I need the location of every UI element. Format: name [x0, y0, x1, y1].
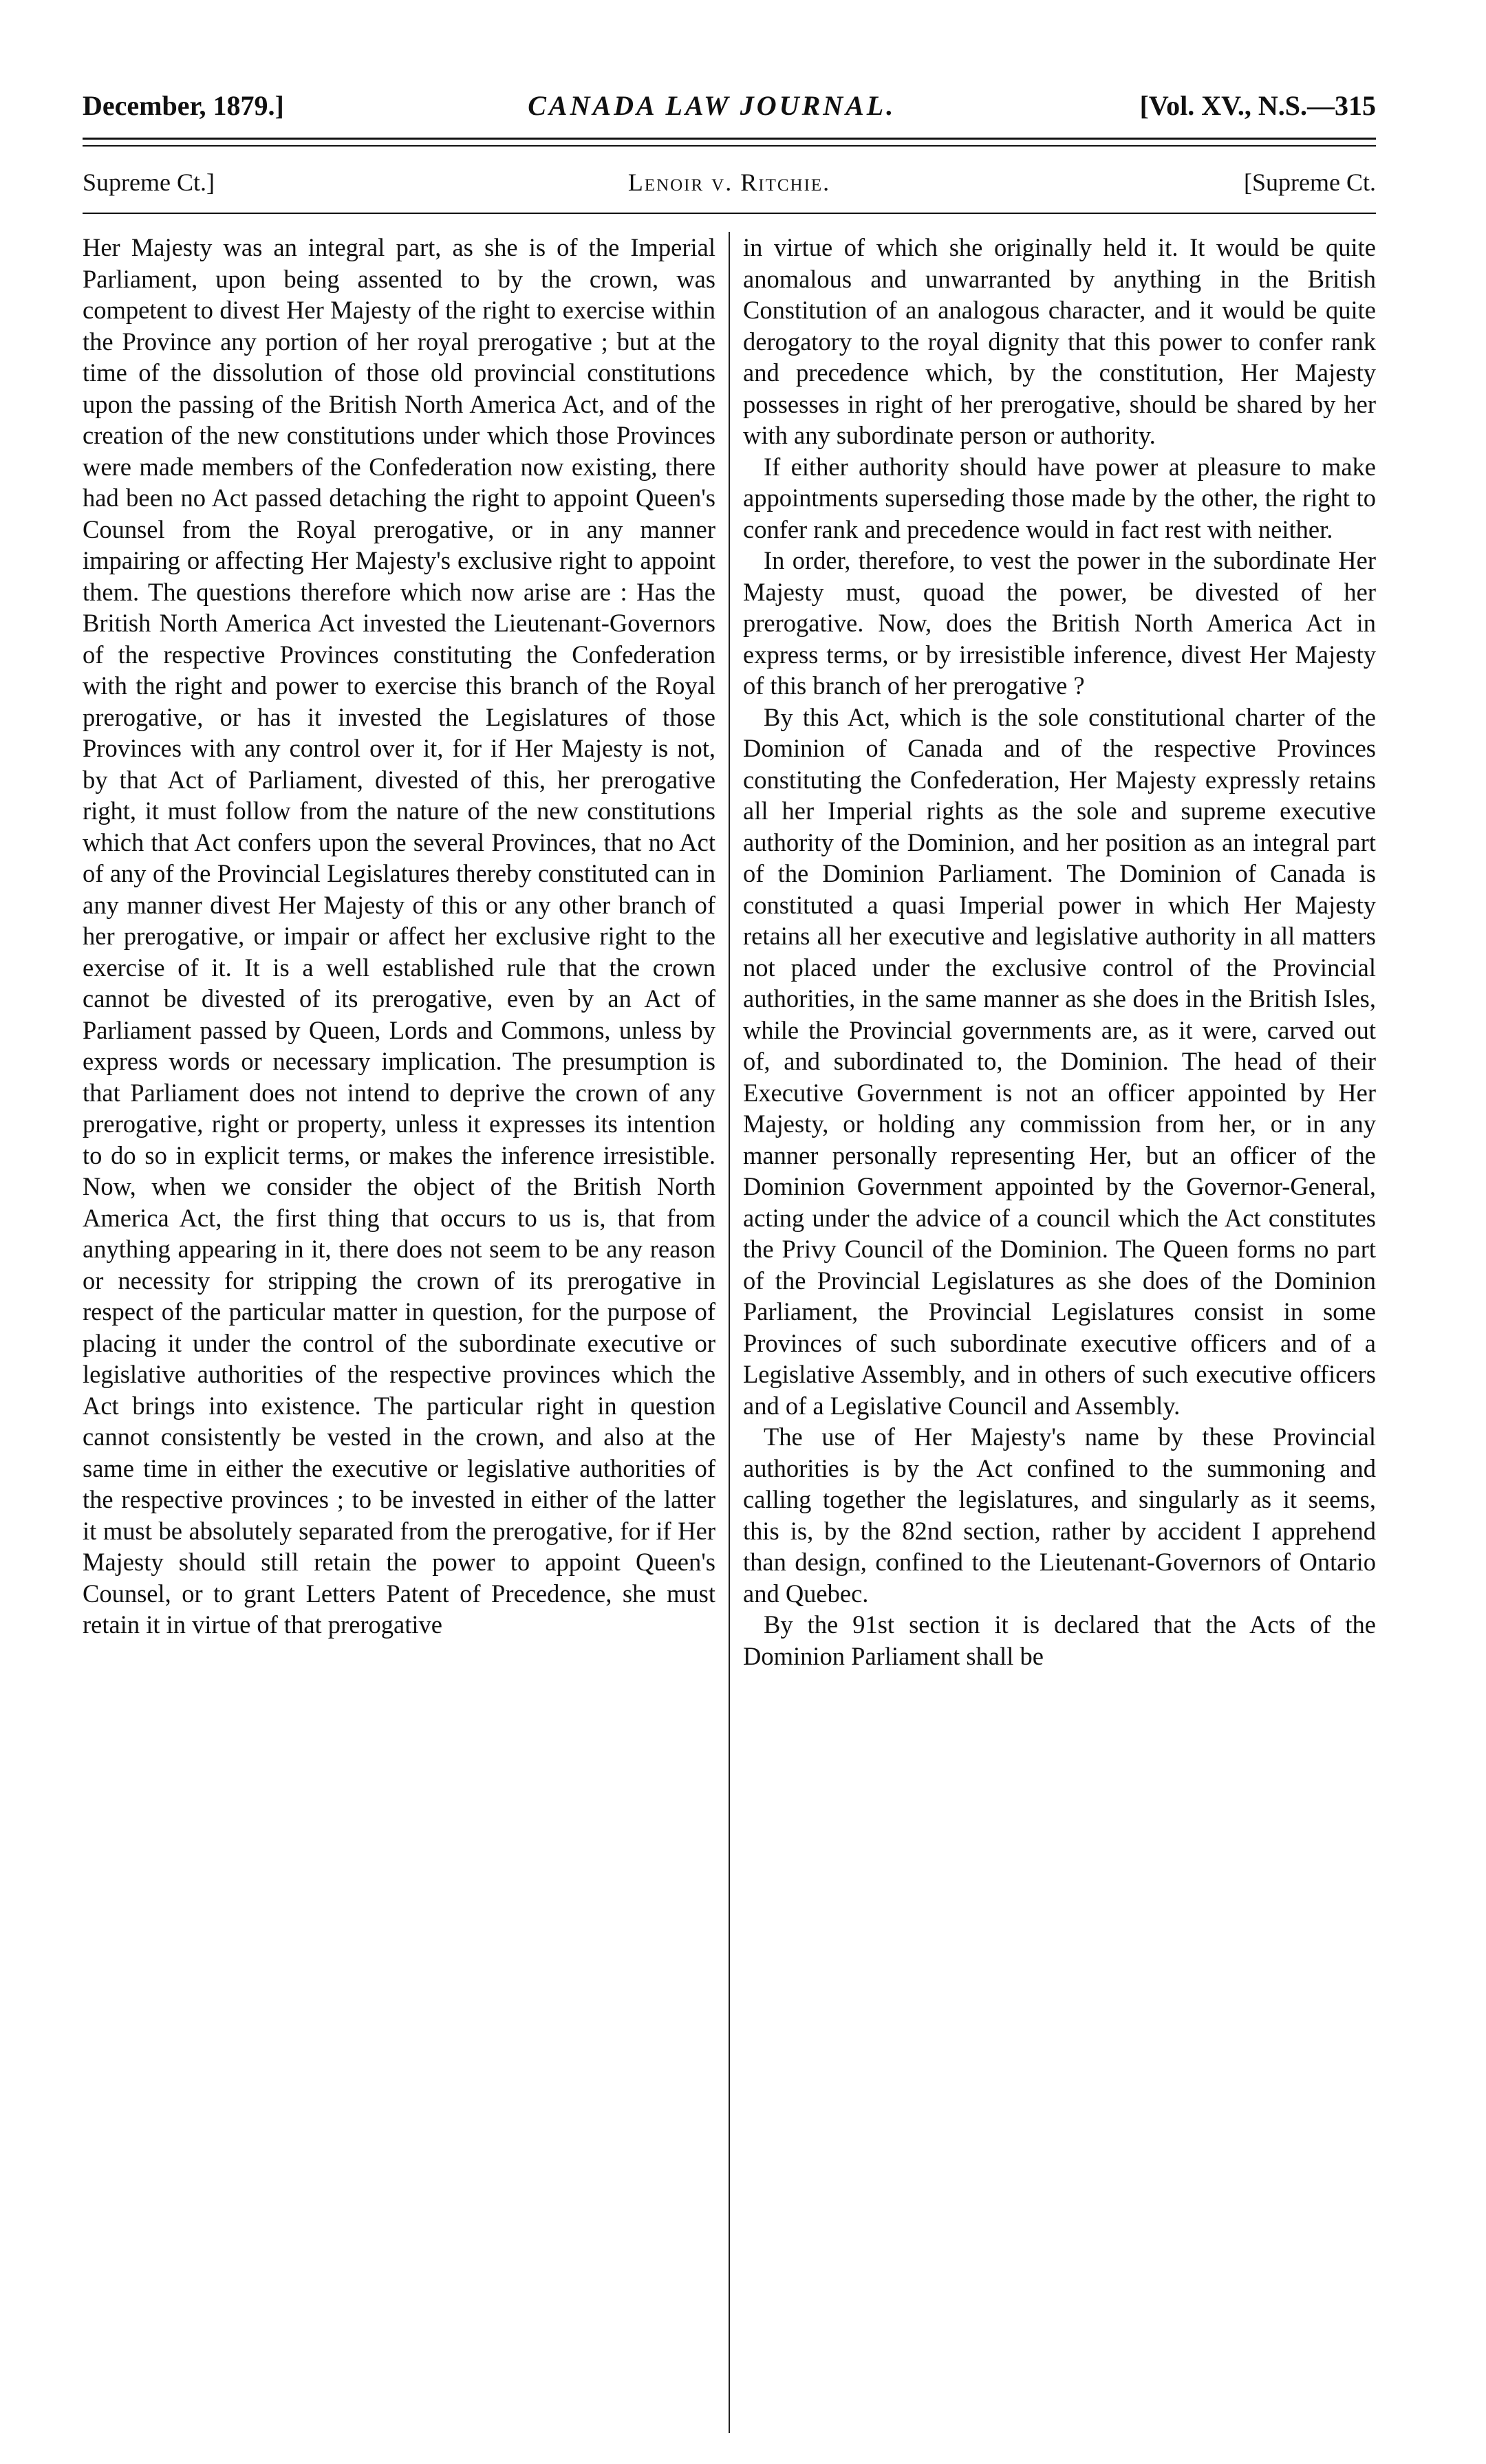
volume-page-number: [Vol. XV., N.S.—315	[1139, 90, 1376, 121]
case-header-rule	[83, 213, 1376, 214]
paragraph: Her Majesty was an integral part, as she is of the Imperial Parliament, upon being assented to by the crown, was competent to divest Her Majesty of the right to exercise within the Province any portion of her royal prerogative ; but at the time of the dissolution of those old provincial constitutions upon the passing of the British North America Act, and of the creation of the new constitutions under which those Provinces were made members of the Confederation now existing, there had been no Act passed detaching the right to appoint Queen's Counsel from the Royal prerogative, or in any manner impairing or affecting Her Majesty's exclusive right to appoint them. The questions therefore which now arise are : Has the British North America Act invested the Lieutenant-Governors of the respective Provinces constituting the Confederation with the right and power to exercise this branch of the Royal prerogative, or has it invested the Legislatures of those Provinces with any control over it, for if Her Majesty is not, by that Act of Parliament, divested of this, her prerogative right, it must follow from the nature of the new constitutions which that Act confers upon the several Provinces, that no Act of any of the Provincial Legislatures thereby constituted can in any manner divest Her Majesty of this or any other branch of her prerogative, or impair or affect her exclusive right to the exercise of it. It is a well established rule that the crown cannot be divested of its prerogative, even by an Act of Parliament passed by Queen, Lords and Commons, unless by express words or necessary implication. The presumption is that Parliament does not intend to deprive the crown of any prerogative, right or property, unless it expresses its intention to do so in explicit terms, or makes the inference irresistible. Now, when we consider the object of the British North America Act, the first thing that occurs to us is, that from anything appearing in it, there does not seem to be any reason or necessity for stripping the crown of its prerogative in respect of the particular matter in question, for the purpose of placing it under the control of the subordinate executive or legislative authorities of the respective provinces which the Act brings into existence. The particular right in question cannot consistently be vested in the crown, and also at the same time in either the executive or legislative authorities of the respective provinces ; to be invested in either of the latter it must be absolutely separated from the prerogative, for if Her Majesty should still retain the power to appoint Queen's Counsel, or to grant Letters Patent of Precedence, she must retain it in virtue of that prerogative	[83, 233, 715, 1639]
column-divider	[729, 232, 730, 2433]
issue-date: December, 1879.]	[83, 90, 284, 121]
journal-title: CANADA LAW JOURNAL.	[528, 90, 896, 121]
paragraph: By this Act, which is the sole constitutional charter of the Dominion of Canada and of the respective Provinces constituting the Confederation, Her Majesty expressly retains all her Imperial rights as the sole and supreme executive authority of the Dominion, and her position as an integral part of the Dominion Parliament. The Dominion of Canada is constituted a quasi Imperial power in which Her Majesty retains all her executive and legislative authority in all matters not placed under the exclusive control of the Provincial authorities, in the same manner as she does in the British Isles, while the Provincial governments are, as it were, carved out of, and subordinated to, the Dominion. The head of their Executive Government is not an officer appointed by Her Majesty, or holding any commission from her, or in any manner personally representing Her, but an officer of the Dominion Government appointed by the Governor-General, acting under the advice of a council which the Act constitutes the Privy Council of the Dominion. The Queen forms no part of the Provincial Legislatures as she does of the Dominion Parliament, the Provincial Legislatures consist in some Provinces of such subordinate executive officers and of a Legislative Assembly, and in others of such executive officers and of a Legislative Council and Assembly.	[743, 702, 1376, 1420]
header-double-rule	[83, 138, 1376, 147]
paragraph: The use of Her Majesty's name by these Provincial authorities is by the Act confined to the summoning and calling together the legislatures, and singularly as it seems, this is, by the 82nd section, rather by accident I apprehend than design, confined to the Lieutenant-Governors of Ontario and Quebec.	[743, 1423, 1376, 1608]
left-column	[83, 232, 715, 2433]
running-header	[83, 89, 1376, 122]
paragraph: in virtue of which she originally held it. It would be quite anomalous and unwarranted by anything in the British Constitution of an analogous character, and it would be quite derogatory to the royal dignity that this power to confer rank and precedence which, by the constitution, Her Majesty possesses in right of her prerogative, should be shared by her with any subordinate person or authority.	[743, 233, 1376, 449]
right-column	[743, 232, 1376, 2433]
court-right: [Supreme Ct.	[1244, 169, 1376, 196]
text-columns	[83, 232, 1376, 2433]
journal-page	[83, 89, 1376, 2433]
paragraph: By the 91st section it is declared that the Acts of the Dominion Parliament shall be	[743, 1610, 1376, 1670]
case-title: Lenoir v. Ritchie.	[627, 169, 831, 196]
court-left: Supreme Ct.]	[83, 169, 215, 196]
paragraph: In order, therefore, to vest the power in the subordinate Her Majesty must, quoad the power, be divested of her prerogative. Now, does the British North America Act in express terms, or by irresistible inference, divest Her Majesty of this branch of her prerogative ?	[743, 546, 1376, 700]
paragraph: If either authority should have power at pleasure to make appointments superseding those made by the other, the right to confer rank and precedence would in fact rest with neither.	[743, 452, 1376, 543]
case-header	[83, 167, 1376, 197]
